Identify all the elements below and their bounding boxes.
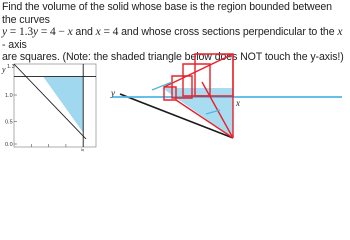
math-eq-2: = 4 − xyxy=(38,26,68,39)
math-eq-3: = 4 xyxy=(100,26,119,39)
base-region-plot xyxy=(0,51,106,152)
solid-diagram xyxy=(112,52,350,148)
y-top-tick-label: 1.3 xyxy=(7,64,15,70)
y-axis-label: y xyxy=(2,65,6,74)
math-x-axis: x xyxy=(337,26,343,39)
x-axis-label: x xyxy=(79,148,86,152)
y-tick-label-1: 1.0 xyxy=(5,93,13,99)
math-eq-1: = 1.3 xyxy=(7,26,34,39)
math-y: y xyxy=(2,26,8,39)
problem-line-2 xyxy=(2,26,348,51)
shaded-base-region xyxy=(43,77,83,133)
math-x-1: x xyxy=(67,26,73,39)
axis-suffix: - axis xyxy=(2,38,27,51)
solid-y-label: y xyxy=(111,88,115,98)
problem-tail: and whose cross sections perpendicular to the xyxy=(118,26,338,39)
problem-line-1: Find the volume of the solid whose base is the region bounded between the curves xyxy=(2,1,332,26)
problem-line-3: are squares. (Note: the shaded triangle below does NOT touch the y-axis!) xyxy=(2,51,344,64)
math-and: and xyxy=(72,26,96,39)
math-x-2: x xyxy=(95,26,101,39)
solid-x-label: x xyxy=(236,98,240,108)
y-tick-label-3: 0.0 xyxy=(5,142,13,148)
top-edge xyxy=(164,54,233,87)
y-tick-label-2: 0.5 xyxy=(5,119,13,126)
math-y-2: y xyxy=(33,26,39,39)
